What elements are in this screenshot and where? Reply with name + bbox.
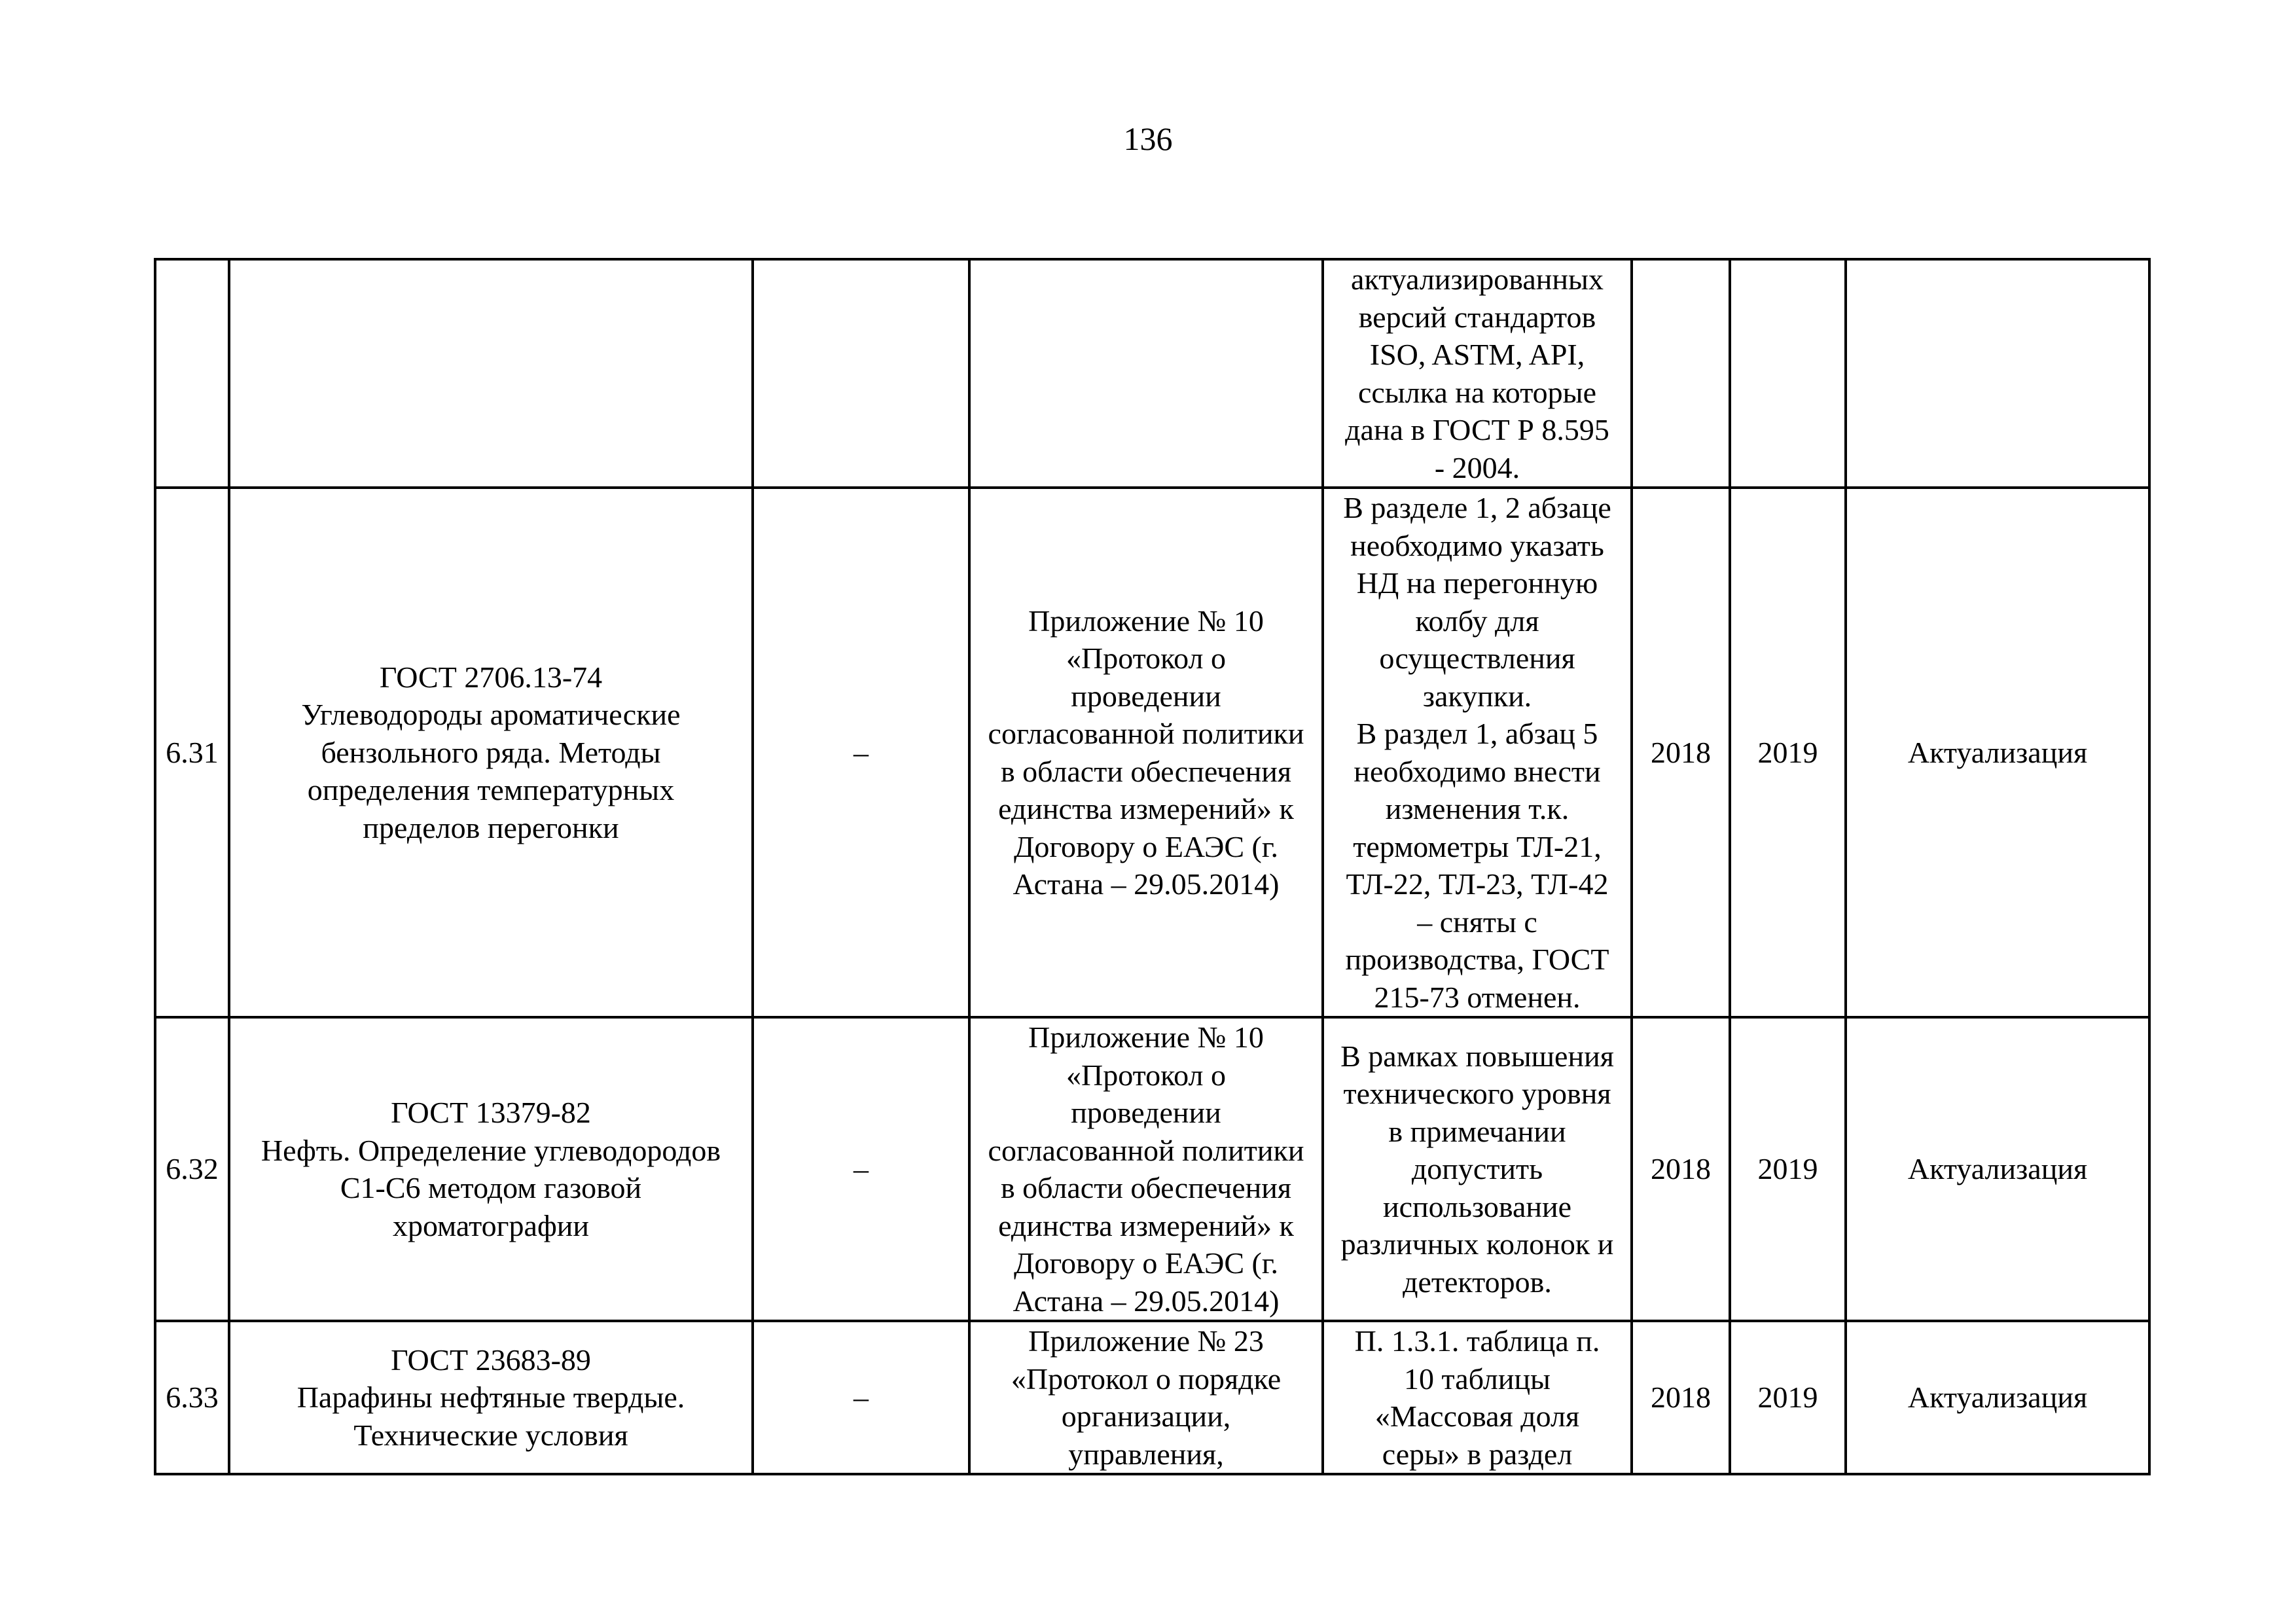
notes-line: необходимо внести <box>1354 754 1601 788</box>
dash-cell <box>753 1017 969 1321</box>
notes-cell <box>1323 1017 1632 1321</box>
page-number: 136 <box>1123 120 1173 157</box>
basis-line: «Протокол о порядке <box>1011 1362 1282 1396</box>
year-end-cell <box>1730 1321 1846 1474</box>
basis-line: единства измерений» к <box>998 792 1294 825</box>
basis-line: Астана – 29.05.2014) <box>1013 867 1280 901</box>
year-end-cell <box>1730 488 1846 1017</box>
notes-line: закупки. <box>1422 679 1532 713</box>
action-cell <box>1846 488 2149 1017</box>
standard-line: бензольного ряда. Методы <box>321 735 661 769</box>
notes-line: технического уровня <box>1343 1077 1611 1111</box>
standard-line: хроматографии <box>393 1208 589 1242</box>
notes-line: различных колонок и <box>1340 1227 1614 1261</box>
notes-line: в примечании <box>1388 1114 1566 1148</box>
notes-line: НД на перегонную <box>1356 566 1598 600</box>
table-row <box>155 259 2149 488</box>
notes-line: осуществления <box>1379 641 1575 675</box>
year_start-text: 2018 <box>1651 735 1711 769</box>
notes-line: В раздел 1, абзац 5 <box>1356 717 1598 750</box>
standard-line: пределов перегонки <box>363 810 619 844</box>
basis-line: проведении <box>1071 679 1221 713</box>
standard-line: Нефть. Определение углеводородов <box>260 1133 721 1167</box>
year-end-cell <box>1730 1017 1846 1321</box>
basis-line: Приложение № 23 <box>1028 1324 1264 1358</box>
standard-cell <box>229 488 753 1017</box>
notes-line: ссылка на которые <box>1357 375 1597 409</box>
year_end-text: 2019 <box>1757 735 1818 769</box>
standard-line: ГОСТ 2706.13-74 <box>379 660 603 694</box>
year-end-cell <box>1730 259 1846 488</box>
standard-line: определения температурных <box>307 773 675 807</box>
notes-line: В разделе 1, 2 абзаце <box>1343 491 1611 524</box>
dash-cell <box>753 488 969 1017</box>
basis-line: в области обеспечения <box>1000 754 1292 788</box>
dash-text: – <box>853 735 869 769</box>
row-number-cell <box>155 488 229 1017</box>
year_start-text: 2018 <box>1651 1380 1711 1415</box>
standard-line: ГОСТ 13379-82 <box>391 1096 591 1129</box>
notes-line: 10 таблицы <box>1404 1362 1551 1396</box>
notes-line: допустить <box>1411 1152 1543 1186</box>
notes-line: необходимо указать <box>1350 528 1604 562</box>
action-text: Актуализация <box>1907 735 2088 769</box>
standard-line: Технические условия <box>353 1418 628 1452</box>
basis-cell <box>969 488 1323 1017</box>
notes-line: версий стандартов <box>1358 300 1596 334</box>
notes-line: - 2004. <box>1434 450 1520 484</box>
action-text: Актуализация <box>1907 1152 2088 1186</box>
basis-line: Приложение № 10 <box>1028 604 1264 638</box>
notes-line: актуализированных <box>1351 262 1604 296</box>
table-row <box>155 488 2149 1017</box>
dash-cell <box>753 1321 969 1474</box>
notes-line: ISO, ASTM, API, <box>1369 338 1585 371</box>
notes-line: «Массовая доля <box>1374 1399 1580 1433</box>
notes-line: изменения т.к. <box>1385 792 1570 825</box>
standard-cell <box>229 1017 753 1321</box>
notes-cell <box>1323 488 1632 1017</box>
notes-line: П. 1.3.1. таблица п. <box>1354 1324 1600 1358</box>
year-start-cell <box>1632 1017 1730 1321</box>
action-cell <box>1846 1321 2149 1474</box>
notes-line: В рамках повышения <box>1340 1039 1614 1073</box>
year-start-cell <box>1632 488 1730 1017</box>
row-number-cell <box>155 1321 229 1474</box>
row-number-cell <box>155 1017 229 1321</box>
notes-line: серы» в раздел <box>1382 1437 1573 1471</box>
num-text: 6.31 <box>166 735 219 769</box>
notes-line: производства, ГОСТ <box>1345 943 1609 976</box>
basis-line: Приложение № 10 <box>1028 1020 1264 1054</box>
dash-text: – <box>853 1380 869 1415</box>
year_start-text: 2018 <box>1651 1152 1711 1186</box>
year_end-text: 2019 <box>1757 1152 1818 1186</box>
notes-line: колбу для <box>1415 604 1539 638</box>
notes-line: ТЛ-22, ТЛ-23, ТЛ-42 <box>1346 867 1609 901</box>
basis-line: согласованной политики <box>988 717 1304 750</box>
basis-line: Договору о ЕАЭС (г. <box>1013 1246 1279 1280</box>
basis-line: проведении <box>1071 1096 1221 1129</box>
standard-line: С1-С6 методом газовой <box>340 1171 642 1204</box>
standard-line: Углеводороды ароматические <box>301 698 681 732</box>
basis-line: управления, <box>1068 1437 1224 1471</box>
notes-line: использование <box>1382 1189 1572 1223</box>
notes-cell <box>1323 1321 1632 1474</box>
basis-cell <box>969 259 1323 488</box>
action-text: Актуализация <box>1907 1380 2088 1415</box>
table-row <box>155 1017 2149 1321</box>
year-start-cell <box>1632 259 1730 488</box>
basis-line: Договору о ЕАЭС (г. <box>1013 829 1279 863</box>
notes-line: – сняты с <box>1417 905 1537 939</box>
dash-text: – <box>853 1152 869 1186</box>
table-row <box>155 1321 2149 1474</box>
action-cell <box>1846 1017 2149 1321</box>
notes-line: 215-73 отменен. <box>1374 980 1581 1014</box>
standard-cell <box>229 1321 753 1474</box>
notes-line: детекторов. <box>1403 1265 1552 1299</box>
dash-cell <box>753 259 969 488</box>
standard-cell <box>229 259 753 488</box>
basis-line: согласованной политики <box>988 1133 1304 1167</box>
basis-line: в области обеспечения <box>1000 1171 1292 1204</box>
row-number-cell <box>155 259 229 488</box>
notes-line: дана в ГОСТ Р 8.595 <box>1345 413 1609 446</box>
notes-cell <box>1323 259 1632 488</box>
basis-line: организации, <box>1061 1399 1231 1433</box>
basis-cell <box>969 1321 1323 1474</box>
year_end-text: 2019 <box>1757 1380 1818 1415</box>
standard-line: ГОСТ 23683-89 <box>391 1343 591 1377</box>
standard-line: Парафины нефтяные твердые. <box>296 1380 685 1415</box>
num-text: 6.33 <box>166 1380 219 1415</box>
action-cell <box>1846 259 2149 488</box>
notes-line: термометры ТЛ-21, <box>1353 829 1602 863</box>
basis-line: «Протокол о <box>1066 641 1226 675</box>
year-start-cell <box>1632 1321 1730 1474</box>
standards-table <box>154 258 2151 1475</box>
basis-line: «Протокол о <box>1066 1058 1226 1092</box>
basis-cell <box>969 1017 1323 1321</box>
basis-line: единства измерений» к <box>998 1208 1294 1242</box>
basis-line: Астана – 29.05.2014) <box>1013 1284 1280 1318</box>
num-text: 6.32 <box>166 1152 219 1186</box>
